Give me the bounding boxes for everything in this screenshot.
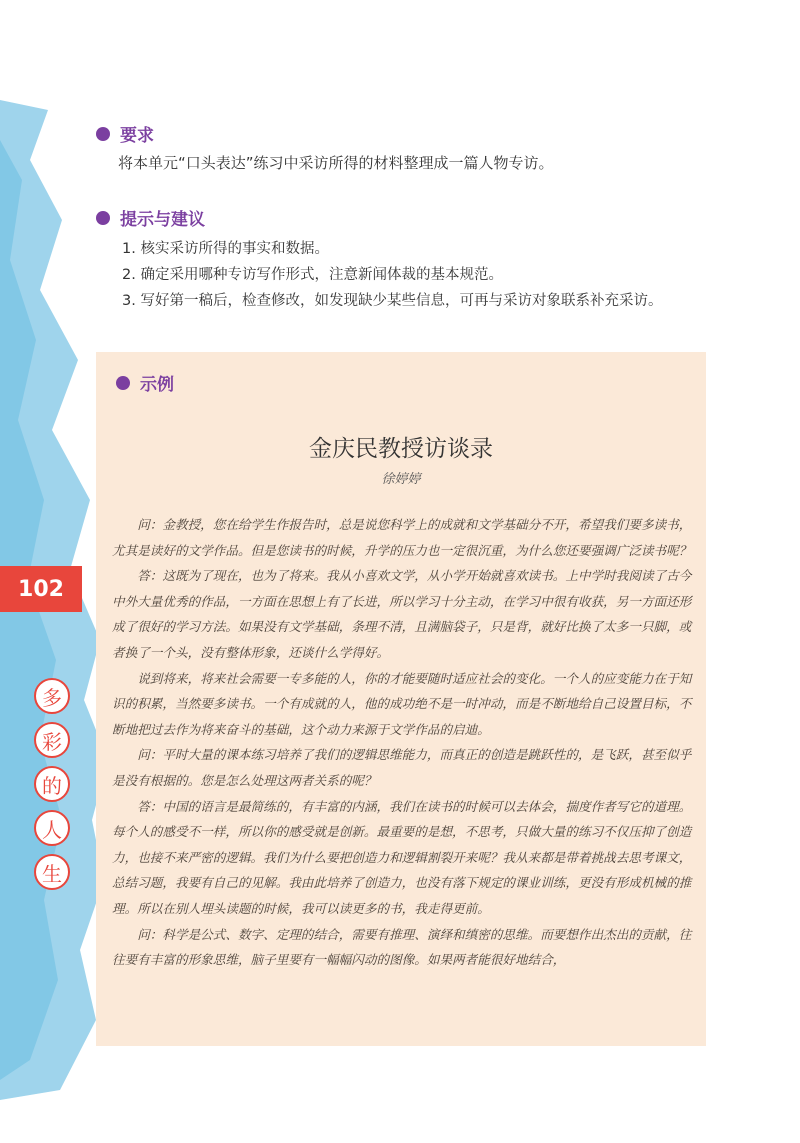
- side-title-char: 的: [34, 766, 70, 802]
- article-paragraph: 答：中国的语言是最简练的，有丰富的内涵，我们在读书的时候可以去体会，揣度作者写它的道理。每个人的感受不一样，所以你的感受就是创新。最重要的是想，不思考，只做大量的练习不仅压抑了创造力，也接不来严密的逻辑。我们为什么要把创造力和逻辑割裂开来呢？我从来都是带着挑战去思考课文，总结习题，我要有自己的见解。我由此培养了创造力，也没有落下规定的课业训练，更没有形成机械的推理。所以在别人埋头读题的时候，我可以读更多的书，我走得更前。: [112, 798, 692, 916]
- requirement-heading: [96, 121, 154, 146]
- article-author: 徐婷婷: [381, 472, 421, 487]
- side-title-char: 彩: [34, 722, 70, 758]
- article-body: [112, 512, 692, 973]
- tips-heading: [96, 205, 205, 230]
- bullet-dot-icon: [96, 127, 110, 141]
- bullet-dot-icon: [96, 211, 110, 225]
- tips-heading-text: 提示与建议: [120, 210, 205, 230]
- article-paragraph: 说到将来，将来社会需要一专多能的人，你的才能要随时适应社会的变化。一个人的应变能力在于知识的积累，当然要多读书。一个有成就的人，他的成功绝不是一时冲动，而是不断地给自己设置目标，不断地把过去作为将来奋斗的基础，这个动力来源于文学作品的启迪。: [112, 670, 692, 737]
- tips-item: 2. 确定采用哪种专访写作形式，注意新闻体裁的基本规范。: [122, 267, 503, 283]
- tips-list: [122, 236, 662, 314]
- article-paragraph: 问：金教授，您在给学生作报告时，总是说您科学上的成就和文学基础分不开，希望我们要多读书，尤其是读好的文学作品。但是您读书的时候，升学的压力也一定很沉重，为什么您还要强调广泛读书呢？: [112, 517, 692, 558]
- tips-item: 1. 核实采访所得的事实和数据。: [122, 241, 329, 257]
- requirement-heading-text: 要求: [120, 126, 154, 146]
- example-heading: [116, 370, 174, 395]
- example-heading-text: 示例: [140, 375, 174, 395]
- example-box: [96, 352, 706, 1046]
- article-paragraph: 问：科学是公式、数字、定理的结合，需要有推理、演绎和缜密的思维。而要想作出杰出的贡献，往往要有丰富的形象思维，脑子里要有一幅幅闪动的图像。如果两者能很好地结合，: [112, 926, 692, 968]
- requirement-text: 将本单元“口头表达”练习中采访所得的材料整理成一篇人物专访。: [118, 154, 554, 172]
- side-title-char: 人: [34, 810, 70, 846]
- page-number: 102: [0, 566, 82, 612]
- article-paragraph: 问：平时大量的课本练习培养了我们的逻辑思维能力，而真正的创造是跳跃性的，是飞跃，甚至似乎是没有根据的。您是怎么处理这两者关系的呢？: [112, 747, 692, 788]
- side-title-char: 多: [34, 678, 70, 714]
- article-paragraph: 答：这既为了现在，也为了将来。我从小喜欢文学，从小学开始就喜欢读书。上中学时我阅读了古今中外大量优秀的作品，一方面在思想上有了长进，所以学习十分主动，在学习中很有收获，另一方面还形成了很好的学习方法。如果没有文学基础，条理不清，且满脑袋子，只是背，就好比换了太多一只脚，或者换了一个头，没有整体形象，还谈什么学得好。: [112, 568, 692, 660]
- side-title: [34, 678, 74, 890]
- side-title-char: 生: [34, 854, 70, 890]
- tips-item: 3. 写好第一稿后，检查修改，如发现缺少某些信息，可再与采访对象联系补充采访。: [122, 293, 663, 309]
- article-title: 金庆民教授访谈录: [309, 436, 493, 462]
- bullet-dot-icon: [116, 376, 130, 390]
